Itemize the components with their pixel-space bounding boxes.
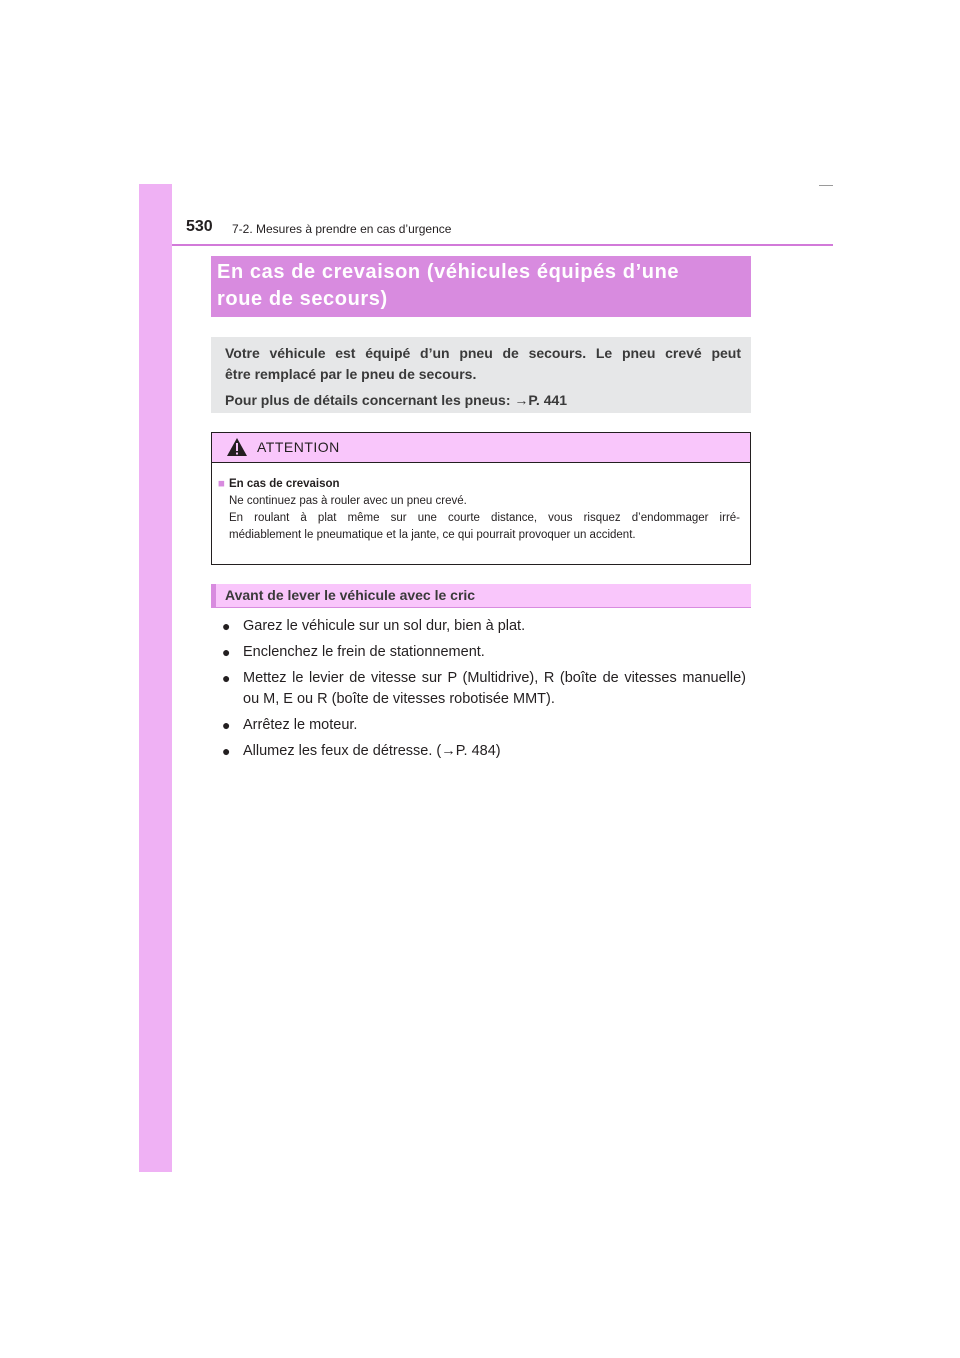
list-item: ● Arrêtez le moteur. [222, 715, 746, 736]
section-title-line1: En cas de crevaison (véhicules équipés d’une [217, 261, 680, 283]
warning-line1: Ne continuez pas à rouler avec un pneu crevé. [229, 495, 467, 507]
warning-subheading [218, 476, 740, 493]
section-title-line2: roue de secours) [217, 288, 388, 310]
list-item: ● Enclenchez le frein de stationnement. [222, 642, 746, 663]
intro-line3: Pour plus de détails concernant les pneus: →P. 441 [225, 392, 568, 408]
chapter-title: 7-2. Mesures à prendre en cas d’urgence [232, 222, 452, 236]
bullet-icon: ● [222, 670, 231, 686]
crop-mark [819, 185, 833, 186]
intro-line1: Votre véhicule est équipé d’un pneu de secours. Le pneu crevé peut [225, 345, 741, 361]
subsection-heading [211, 584, 751, 608]
bullet-icon: ● [222, 644, 231, 660]
side-tab-bar [139, 184, 172, 1172]
header-divider [172, 244, 833, 246]
list-item: ● Garez le véhicule sur un sol dur, bien à plat. [222, 616, 746, 637]
warning-body [212, 463, 750, 544]
warning-line2: En roulant à plat même sur une courte distance, vous risquez d’endommager irré- [229, 512, 740, 524]
bullet-icon: ● [222, 743, 231, 759]
warning-triangle-icon [226, 437, 248, 457]
warning-header [212, 433, 750, 463]
bullet-icon: ● [222, 717, 231, 733]
intro-line2: être remplacé par le pneu de secours. [225, 366, 477, 382]
steps-list [222, 616, 746, 767]
warning-line3: médiablement le pneumatique et la jante, ce qui pourrait provoquer un accident. [229, 529, 636, 541]
list-item: ● Mettez le levier de vitesse sur P (Multidrive), R (boîte de vitesses manuelle) ou M, E ou R (boîte de vitesses robotisée MMT). [222, 670, 746, 707]
section-title [211, 256, 751, 317]
warning-subheading-text: En cas de crevaison [228, 478, 340, 490]
subsection-title: Avant de lever le véhicule avec le cric [225, 587, 476, 603]
warning-title: ATTENTION [257, 439, 340, 455]
intro-box [211, 337, 751, 413]
list-item: ● Allumez les feux de détresse. (→P. 484) [222, 741, 746, 762]
page-number: 530 [186, 218, 213, 235]
square-bullet-icon: ■ [218, 478, 225, 490]
warning-box [211, 432, 751, 565]
subsection-accent-bar [211, 584, 216, 608]
bullet-icon: ● [222, 618, 231, 634]
